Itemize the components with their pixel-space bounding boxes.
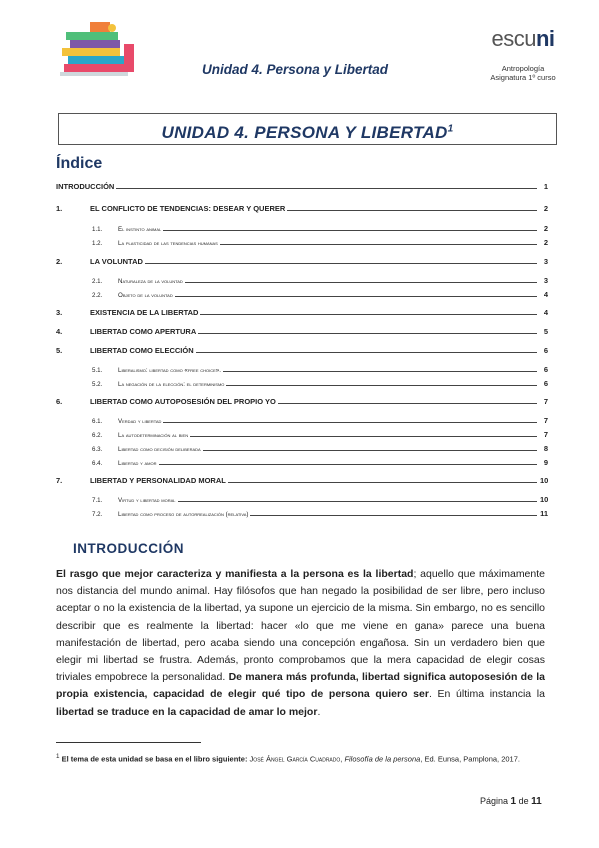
toc-leader-line <box>159 464 537 465</box>
toc-entry-page: 3 <box>543 276 548 285</box>
toc-entry[interactable] <box>56 344 548 355</box>
toc-entry[interactable] <box>56 306 548 317</box>
toc-entry-label: La autodeterminación al bien <box>118 432 189 439</box>
toc-entry-number: 5.2. <box>92 381 103 388</box>
toc-entry-page: 2 <box>543 224 548 233</box>
toc-leader-line <box>198 333 537 334</box>
toc-entry[interactable] <box>56 180 548 191</box>
document-title: UNIDAD 4. PERSONA Y LIBERTAD$^1$ <box>161 122 454 142</box>
toc-leader-line <box>228 482 537 483</box>
toc-entry-number: 3. <box>56 308 63 317</box>
toc-entry-number: 6. <box>56 397 63 406</box>
toc-entry-label: Objeto de la voluntad <box>118 292 173 299</box>
toc-entry-label: LIBERTAD Y PERSONALIDAD MORAL <box>90 476 226 485</box>
toc-entry-label: Libertad y amor <box>118 460 157 467</box>
toc-entry-number: 6.1. <box>92 418 103 425</box>
toc-entry[interactable] <box>56 395 548 406</box>
toc-entry-label: EXISTENCIA DE LA LIBERTAD <box>90 308 199 317</box>
index-heading: Índice <box>56 155 103 172</box>
toc-entry-number: 1.1. <box>92 226 103 233</box>
toc-entry-page: 1 <box>543 182 548 191</box>
toc-leader-line <box>196 352 537 353</box>
toc-entry-label: LIBERTAD COMO ELECCIÓN <box>90 346 194 355</box>
header-unit-title: Unidad 4. Persona y Libertad <box>202 62 389 77</box>
toc-leader-line <box>163 422 537 423</box>
toc-leader-line <box>203 450 537 451</box>
toc-entry-page: 3 <box>543 257 548 266</box>
toc-leader-line <box>178 501 537 502</box>
document-title-box <box>58 113 557 145</box>
toc-entry[interactable] <box>56 274 548 285</box>
toc-entry-label: LIBERTAD COMO AUTOPOSESIÓN DEL PROPIO YO <box>90 397 276 406</box>
intro-paragraph: El rasgo que mejor caracteriza y manifiesta a la persona es la libertad; aquello que máximamente nos distancia del mundo animal. Hay filósofos que han negado la posibilidad de ser libre, pero incluso aceptar o no la existencia de la libertad, ya supone un ejercicio de la misma. Sin embargo, no es sencillo describir que es realmente la libertad: hacer «lo que me viene en gana» parece una buena manifestación de libertad, pero acaba siendo una concepción engañosa. Sin un verdadero bien que elegir mi libertad se frustra. Además, pronto comprobamos que la mera capacidad de elegir cosas triviales empobrece la personalidad. De manera más profunda, libertad significa autoposesión de la propia existencia, capacidad de elegir qué tipo de persona quiero ser. En última instancia la libertad se traduce en la capacidad de amar lo mejor. <box>56 568 545 718</box>
toc-entry-number: 6.2. <box>92 432 103 439</box>
toc-leader-line <box>200 314 537 315</box>
toc-entry-number: 2.2. <box>92 292 103 299</box>
page-number: Página 1 de 11 <box>480 796 542 807</box>
toc-leader-line <box>278 403 537 404</box>
toc-entry-number: 5. <box>56 346 63 355</box>
toc-entry-page: 6 <box>543 346 548 355</box>
toc-entry-label: Naturaleza de la voluntad <box>118 278 183 285</box>
toc-entry[interactable] <box>56 363 548 374</box>
toc-entry-number: 4. <box>56 327 63 336</box>
toc-entry-label: Liberalismo: libertad como «free choice». <box>118 367 221 374</box>
toc-entry-number: 7.2. <box>92 511 103 518</box>
toc-entry-page: 11 <box>540 509 548 518</box>
toc-entry-page: 7 <box>543 430 548 439</box>
toc-leader-line <box>220 244 537 245</box>
toc-leader-line <box>250 515 537 516</box>
toc-entry-label: Libertad como decisión deliberada <box>118 446 201 453</box>
toc-entry[interactable] <box>56 202 548 213</box>
toc-leader-line <box>226 385 537 386</box>
toc-entry-page: 9 <box>543 458 548 467</box>
toc-entry-number: 2.1. <box>92 278 103 285</box>
toc-entry-number: 2. <box>56 257 63 266</box>
toc-entry-number: 6.4. <box>92 460 103 467</box>
toc-entry[interactable] <box>56 255 548 266</box>
toc-entry-page: 4 <box>543 290 548 299</box>
toc-leader-line <box>287 210 537 211</box>
footnote-separator <box>56 742 201 743</box>
toc-leader-line <box>190 436 537 437</box>
toc-entry[interactable] <box>56 414 548 425</box>
toc-entry-label: INTRODUCCIÓN <box>56 182 115 191</box>
toc-entry[interactable] <box>56 456 548 467</box>
toc-entry-page: 7 <box>543 416 548 425</box>
toc-entry-number: 7. <box>56 476 63 485</box>
toc-entry-number: 6.3. <box>92 446 103 453</box>
toc-entry-number: 1.2. <box>92 240 103 247</box>
toc-leader-line <box>185 282 537 283</box>
footnote: $^1$ El tema de esta unidad se basa en el libro siguiente: José Ángel García Cuadrado, Filosofía de la persona, Ed. Eunsa, Pamplona, 2017. <box>56 753 520 764</box>
toc-entry-number: 1. <box>56 204 63 213</box>
toc-leader-line <box>163 230 537 231</box>
toc-entry-number: 5.1. <box>92 367 103 374</box>
toc-entry[interactable] <box>56 442 548 453</box>
toc-entry-page: 10 <box>540 495 549 504</box>
toc-entry-label: La negación de la elección: el determinismo <box>118 381 225 388</box>
toc-entry-page: 7 <box>543 397 548 406</box>
brand-course: Asignatura 1º curso <box>490 73 556 82</box>
toc-entry[interactable] <box>56 222 548 233</box>
toc-entry-page: 6 <box>543 365 548 374</box>
toc-entry-label: Virtud y libertad moral <box>118 497 176 504</box>
toc-leader-line <box>223 371 537 372</box>
section-heading-introduccion: INTRODUCCIÓN <box>73 541 184 556</box>
toc-entry-page: 10 <box>540 476 549 485</box>
toc-entry-page: 8 <box>543 444 548 453</box>
toc-entry-page: 4 <box>543 308 548 317</box>
toc-entry-number: 7.1. <box>92 497 103 504</box>
toc-entry[interactable] <box>56 288 548 299</box>
toc-entry[interactable] <box>56 493 548 504</box>
escuni-logo: escuni Antropología Asignatura 1º curso <box>478 28 568 82</box>
toc-leader-line <box>116 188 537 189</box>
toc-entry-label: EL CONFLICTO DE TENDENCIAS: DESEAR Y QUERER <box>90 204 286 213</box>
toc-entry-page: 6 <box>543 379 548 388</box>
toc-entry-label: LA VOLUNTAD <box>90 257 143 266</box>
toc-entry[interactable] <box>56 474 548 485</box>
toc-entry[interactable] <box>56 236 548 247</box>
toc-entry-label: LIBERTAD COMO APERTURA <box>90 327 197 336</box>
toc-leader-line <box>175 296 537 297</box>
toc-entry[interactable] <box>56 377 548 388</box>
toc-entry[interactable] <box>56 325 548 336</box>
toc-entry-label: El instinto animal <box>118 226 162 233</box>
toc-entry[interactable] <box>56 428 548 439</box>
books-logo <box>60 20 138 82</box>
toc-entry-label: La plasticidad de las tendencias humanas <box>118 240 218 247</box>
toc-leader-line <box>145 263 537 264</box>
brand-subject: Antropología <box>501 64 545 73</box>
toc-entry-page: 2 <box>543 204 548 213</box>
toc-entry-page: 2 <box>543 238 548 247</box>
toc-entry-page: 5 <box>543 327 548 336</box>
toc-entry-label: Libertad como proceso de autorrealización (relativa) <box>118 511 249 518</box>
toc-entry[interactable] <box>56 507 548 518</box>
toc-entry-label: Verdad y libertad <box>118 418 162 425</box>
